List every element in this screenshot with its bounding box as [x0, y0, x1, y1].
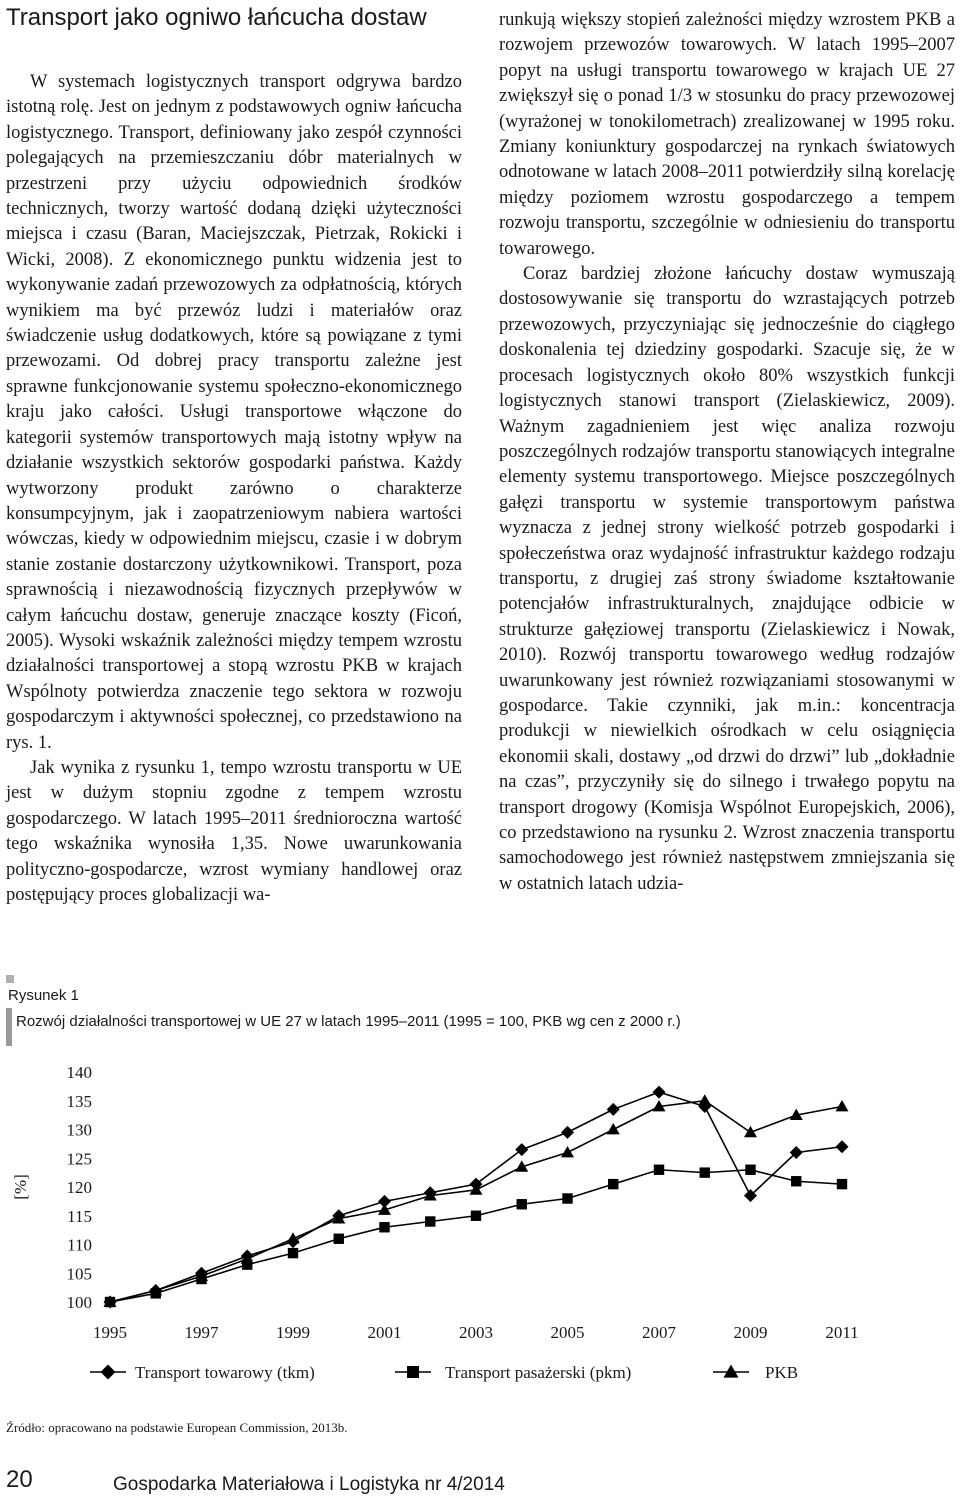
paragraph: W systemach logistycznych transport odgrywa bardzo istotną rolę. Jest on jednym z podstawowych ogniw łańcucha logistycznego. Transport, definiowany jako zespół czynności polegających na przemieszczaniu dóbr materialnych w przestrzeni przy użyciu odpowiednich środków technicznych, tworzy wartość dodaną dzięki użyteczności miejsca i czasu (Baran, Maciejszczak, Pietrzak, Rokicki i Wicki, 2008). Z ekonomicznego punktu widzenia jest to wykonywanie zadań przewozowych za odpłatnością, których wynikiem ma być przewóz ludzi i materiałów oraz świadczenie usług dodatkowych, które są powiązane z tymi przewozami. Od dobrej pracy transportu zależne jest sprawne funkcjonowanie systemu społeczno-ekonomicznego kraju jako całości. Usługi transportowe włączone do kategorii systemów transportowych mają istotny wpływ na działanie wszystkich sektorów gospodarki państwa. Każdy wytworzony produkt zarówno o charakterze konsumpcyjnym, jak i zaopatrzeniowym nabiera wartości wówczas, kiedy w odpowiednim miejscu, czasie i w dobrym stanie zostanie dostarczony użytkownikowi. Transport, poza sprawnością i niezawodnością fizycznych przepływów w całym łańcuchu dostaw, generuje znaczące koszty (Ficoń, 2005). Wysoki wskaźnik zależności między tempem wzrostu działalności transportowej a stopą wzrostu PKB w krajach Wspólnoty potwierdza znaczenie tego sektora w rozwoju gospodarczym i aktywności społecznej, co przedstawiono na rys. 1. — [6, 72, 462, 753]
data-point-square — [517, 1199, 527, 1209]
legend-marker-triangle — [724, 1365, 739, 1378]
data-point-square — [745, 1165, 755, 1175]
y-axis-label: [%] — [11, 1174, 30, 1200]
data-point-diamond — [653, 1086, 666, 1099]
data-point-square — [471, 1211, 481, 1221]
data-point-triangle — [607, 1123, 620, 1134]
y-tick-label: 120 — [66, 1178, 92, 1197]
data-point-square — [700, 1167, 710, 1177]
data-point-square — [608, 1179, 618, 1189]
figure-title: Rozwój działalności transportowej w UE 27 w latach 1995–2011 (1995 = 100, PKB wg cen z 2000 r.) — [16, 1013, 681, 1030]
figure-marker — [6, 975, 14, 983]
x-tick-label: 2009 — [733, 1323, 768, 1342]
paragraph: Coraz bardziej złożone łańcuchy dostaw wymuszają dostosowywanie się transportu do wzrastających potrzeb przewozowych, przyczyniając się jednocześnie do ciągłego doskonalenia tej dziedziny gospodarki. Szacuje się, że w procesach logistycznych około 80% wszystkich funkcji logistycznych stanowi transport (Zielaskiewicz, 2009). Ważnym zagadnieniem jest więc analiza rozwoju poszczególnych rodzajów transportu stanowiących integralne elementy systemu transportowego. Miejsce poszczególnych gałęzi transportu w systemie transportowym państwa wyznacza z jednej strony wielkość potrzeb gospodarki i społeczeństwa oraz wydajność infrastruktur każdego rodzaju transportu, z drugiej zaś strony świadome kształtowanie potencjałów infrastrukturalnych, znajdujące odbicie w strukturze gałęziowej transportu (Zielaskiewicz i Nowak, 2010). Rozwój transportu towarowego według rodzajów uwarunkowany jest również rozwiązaniami stosowanymi w gospodarce. Takie czynniki, jak m.in.: koncentracja produkcji w niewielkich ośrodkach w celu osiągnięcia ekonomii skali, dostawy „od drzwi do drzwi” lub „dokładnie na czas”, przyczyniły się do silnego i trwałego popytu na transport drogowy (Komisja Wspólnot Europejskich, 2006), co przedstawiono na rysunku 2. Wzrost znaczenia transportu samochodowego jest również następstwem zmniejszania się w ostatnich latach udzia- — [499, 264, 955, 894]
x-tick-label: 2001 — [367, 1323, 402, 1342]
left-column — [6, 70, 462, 908]
data-point-triangle — [744, 1126, 757, 1137]
right-column — [499, 8, 955, 897]
y-tick-label: 110 — [67, 1235, 92, 1255]
journal-name: Gospodarka Materiałowa i Logistyka nr 4/2014 — [113, 1474, 505, 1495]
data-point-square — [562, 1193, 572, 1203]
data-point-triangle — [287, 1232, 300, 1243]
series-line-triangle — [110, 1101, 842, 1302]
x-tick-label: 2003 — [459, 1323, 493, 1342]
section-heading: Transport jako ogniwo łańcucha dostaw — [6, 4, 427, 31]
figure-source: Źródło: opracowano na podstawie European Commission, 2013b. — [6, 1420, 348, 1435]
y-tick-label: 125 — [66, 1149, 92, 1169]
y-tick-label: 130 — [66, 1120, 92, 1140]
data-point-square — [288, 1248, 298, 1258]
paragraph: runkują większy stopień zależności między wzrostem PKB a rozwojem przewozów towarowych. W latach 1995–2007 popyt na usługi transportu towarowego w krajach UE 27 zwiększył się o ponad 1/3 w stosunku do pracy przewozowej (wyrażonej w tonokilometrach) zrealizowanej w 1995 roku. Zmiany koniunktury gospodarczej na rynkach światowych odnotowane w latach 2008–2011 potwierdziły silną korelację między poziomem wzrostu gospodarczego a tempem rozwoju transportu, szczególnie w odniesieniu do transportu towarowego. — [499, 10, 955, 259]
y-tick-label: 140 — [66, 1063, 92, 1082]
figure-label: Rysunek 1 — [8, 987, 79, 1004]
y-tick-label: 115 — [67, 1206, 92, 1226]
x-tick-label: 2007 — [642, 1323, 676, 1342]
legend-entry: Transport pasażerski (pkm) — [445, 1363, 632, 1382]
paragraph: Jak wynika z rysunku 1, tempo wzrostu transportu w UE jest w dużym stopniu zgodne z tempem wzrostu gospodarczego. W latach 1995–2011 średnioroczna wartość tego wskaźnika wynosiła 1,35. Nowe uwarunkowania polityczno-gospodarcze, wzrost wymiany handlowej oraz postępujący proces globalizacji wa- — [6, 757, 462, 905]
y-tick-label: 105 — [66, 1264, 92, 1284]
data-point-diamond — [515, 1143, 528, 1156]
data-point-square — [379, 1222, 389, 1232]
data-point-square — [334, 1234, 344, 1244]
x-tick-label: 1999 — [276, 1323, 310, 1342]
data-point-triangle — [698, 1094, 711, 1105]
data-point-triangle — [836, 1100, 849, 1111]
legend-entry: Transport towarowy (tkm) — [135, 1363, 315, 1382]
line-chart — [0, 1050, 960, 1410]
y-tick-label: 100 — [66, 1293, 92, 1312]
legend-marker-square — [407, 1366, 419, 1378]
data-point-square — [425, 1216, 435, 1226]
data-point-square — [654, 1165, 664, 1175]
x-tick-label: 2011 — [825, 1323, 859, 1342]
data-point-diamond — [561, 1126, 574, 1139]
page-number: 20 — [6, 1466, 33, 1493]
data-point-square — [837, 1179, 847, 1189]
data-point-diamond — [836, 1140, 849, 1153]
x-tick-label: 2005 — [550, 1323, 585, 1342]
figure-title-bar — [6, 1008, 12, 1046]
data-point-triangle — [561, 1146, 574, 1157]
legend-entry: PKB — [765, 1363, 799, 1382]
legend-marker-diamond — [101, 1365, 116, 1380]
data-point-diamond — [607, 1103, 620, 1116]
x-tick-label: 1995 — [93, 1323, 127, 1342]
y-tick-label: 135 — [66, 1091, 92, 1111]
series-line-diamond — [110, 1092, 842, 1302]
data-point-square — [791, 1176, 801, 1186]
x-tick-label: 1997 — [184, 1323, 219, 1342]
